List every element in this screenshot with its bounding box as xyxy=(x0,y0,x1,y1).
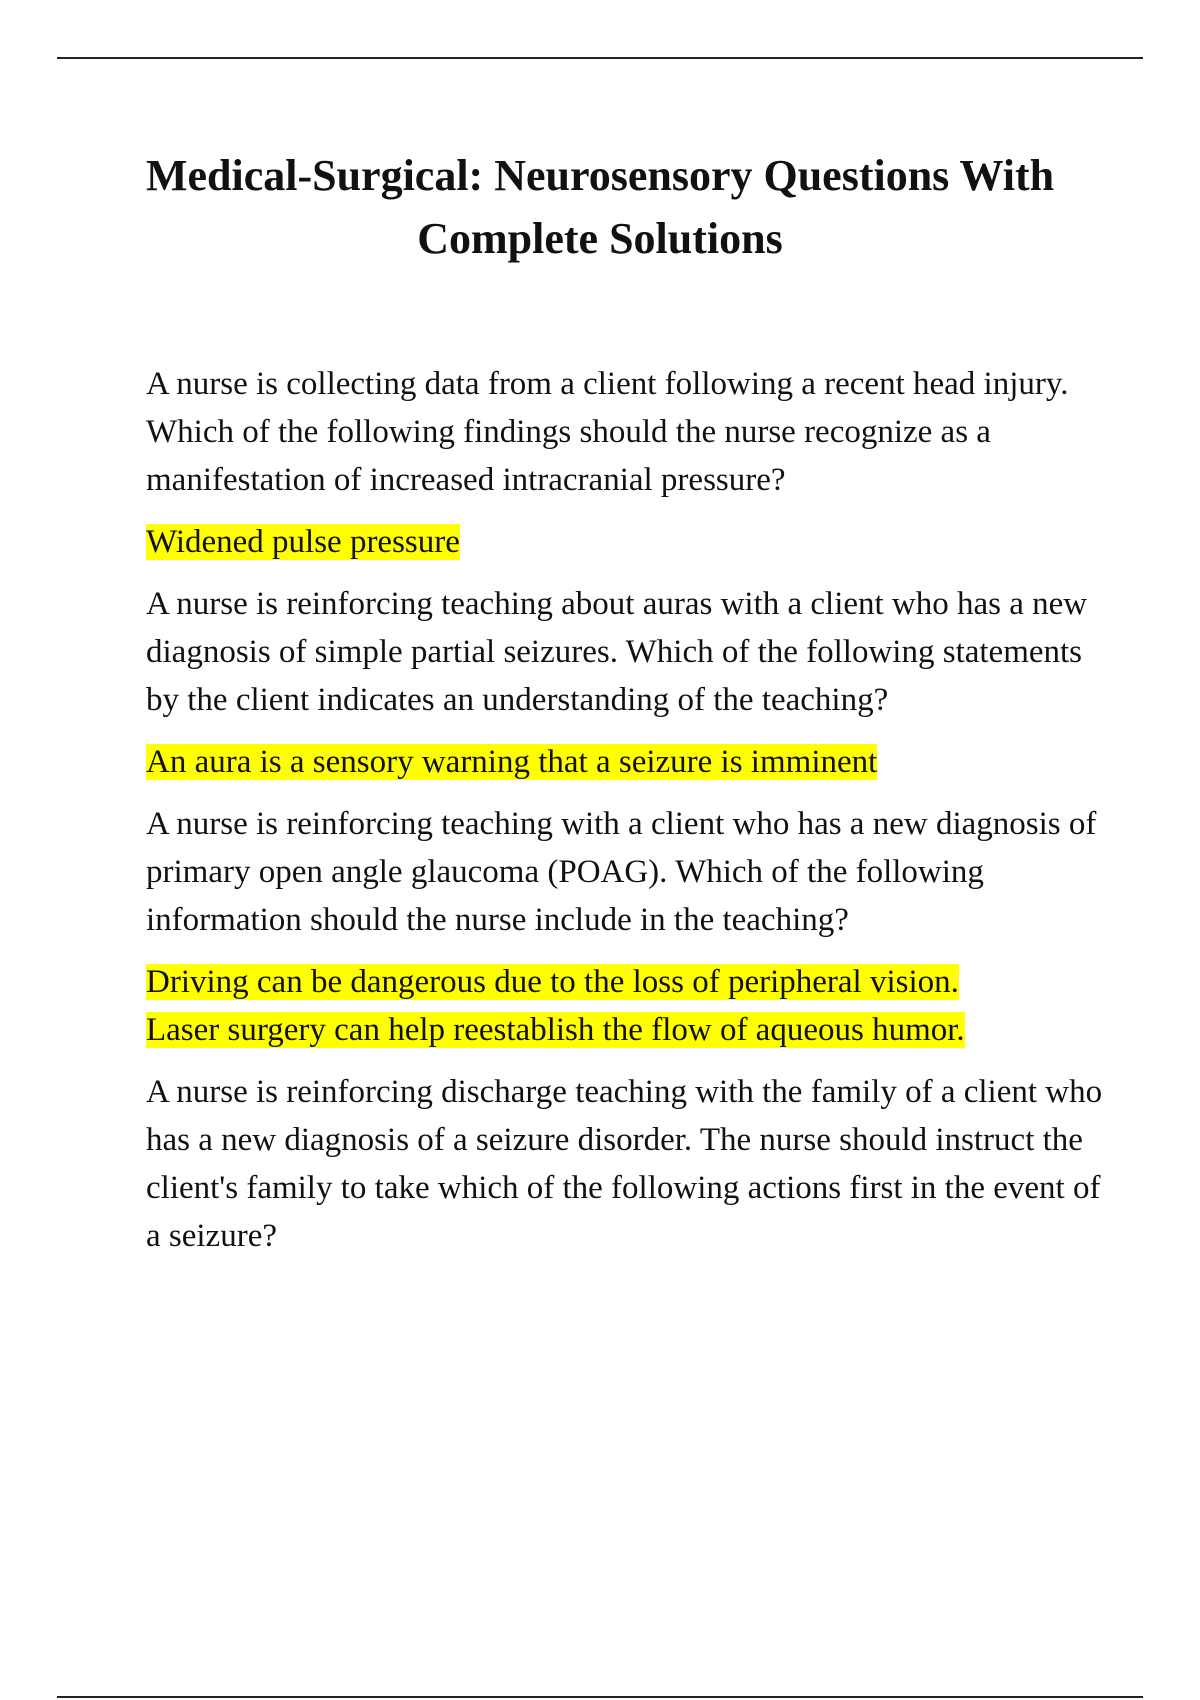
question-1: A nurse is collecting data from a client following a recent head injury. Which of the following findings should the nurse recognize as a manifestation of increased intracranial pressure? xyxy=(146,366,1069,498)
question-list xyxy=(146,360,1106,1274)
answer-highlight: Driving can be dangerous due to the loss of peripheral vision. xyxy=(146,964,959,1000)
question-2: A nurse is reinforcing teaching about auras with a client who has a new diagnosis of simple partial seizures. Which of the following statements by the client indicates an understanding of the teaching? xyxy=(146,586,1088,718)
answer-highlight: Widened pulse pressure xyxy=(146,524,460,560)
top-divider xyxy=(57,57,1143,59)
answer-3 xyxy=(146,958,1106,1054)
question-4: A nurse is reinforcing discharge teaching with the family of a client who has a new diagnosis of a seizure disorder. The nurse should instruct the client's family to take which of the following actions first in the event of a seizure? xyxy=(146,1074,1103,1254)
answer-highlight: Laser surgery can help reestablish the flow of aqueous humor. xyxy=(146,1012,965,1048)
answer-1 xyxy=(146,518,1106,566)
question-3: A nurse is reinforcing teaching with a client who has a new diagnosis of primary open angle glaucoma (POAG). Which of the following information should the nurse include in the teaching? xyxy=(146,806,1097,938)
bottom-divider xyxy=(57,1696,1143,1698)
answer-highlight: An aura is a sensory warning that a seizure is imminent xyxy=(146,744,878,780)
document-title: Medical-Surgical: Neurosensory Questions With Complete Solutions xyxy=(145,151,1055,263)
answer-2 xyxy=(146,738,1106,786)
